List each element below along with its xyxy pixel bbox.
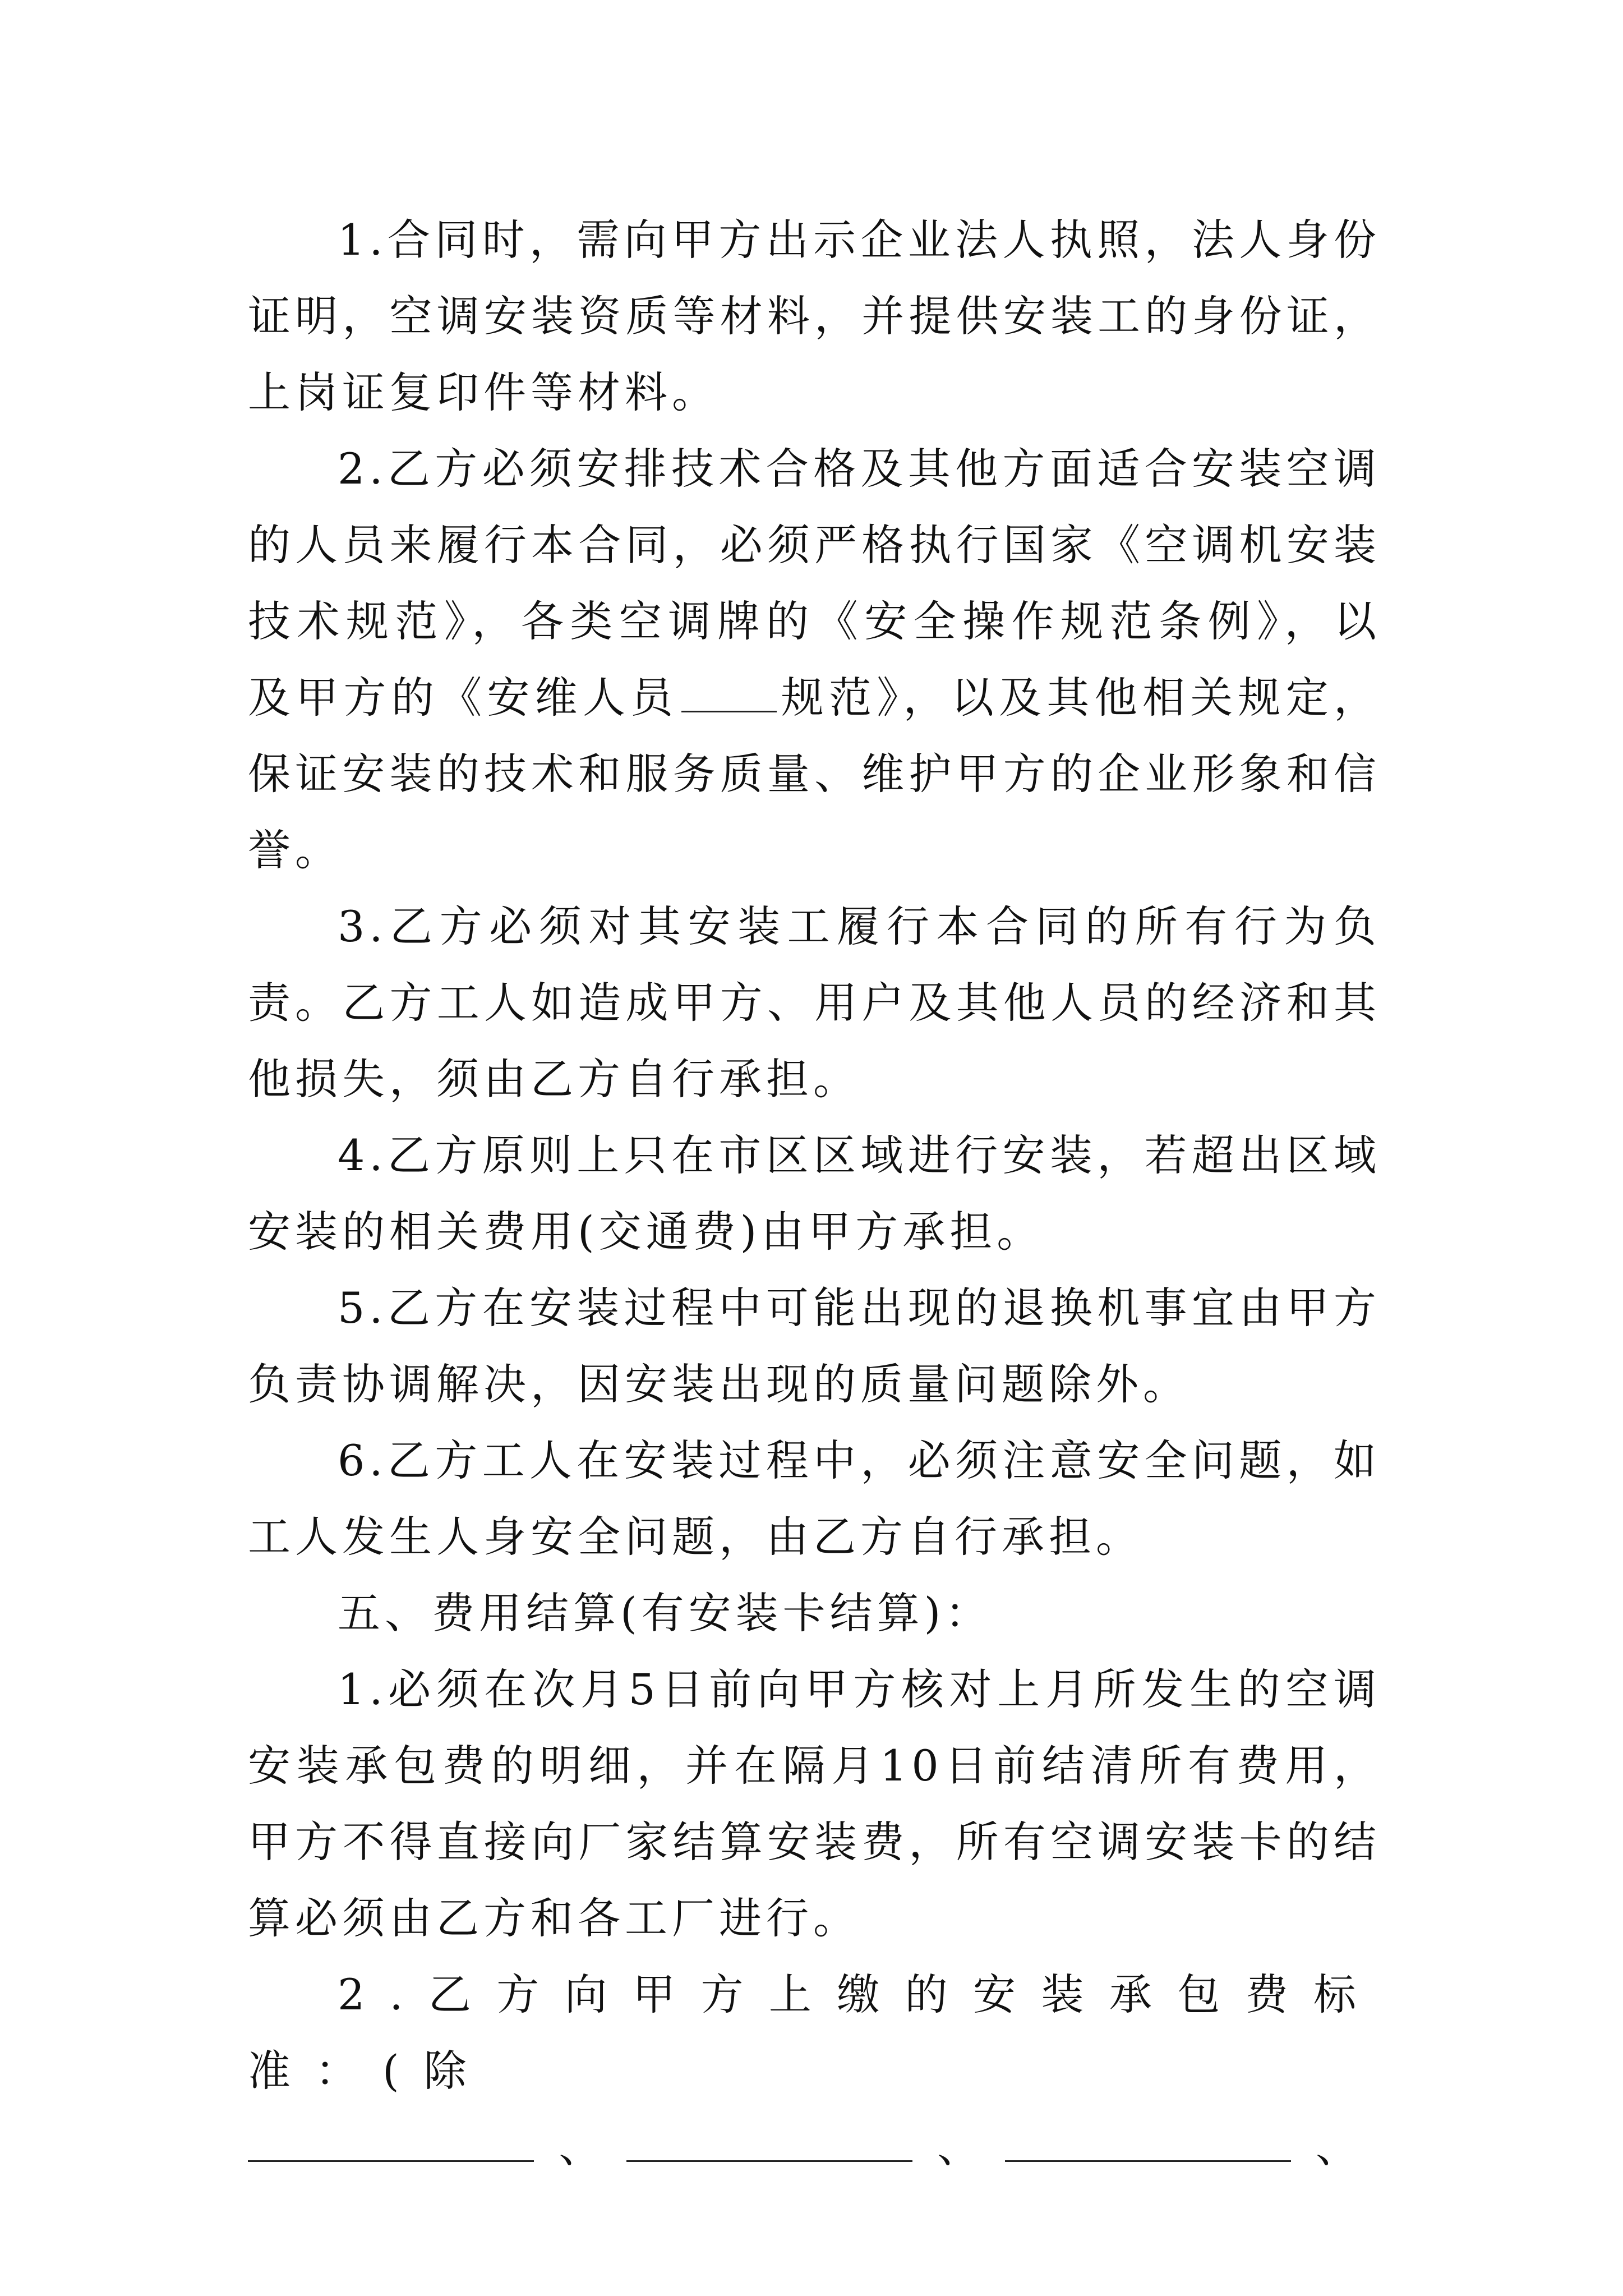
paragraph-5: 5.乙方在安装过程中可能出现的退换机事宜由甲方负责协调解决，因安装出现的质量问题除外。 — [248, 1283, 1381, 1409]
paragraph-2-part-b: 规范》，以及其他相关规定，保证安装的技术和服务质量、维护甲方的企业形象和信誉。 — [248, 673, 1381, 875]
fill-in-blank — [1005, 2127, 1291, 2162]
fill-in-blank — [626, 2127, 912, 2162]
paragraph-1: 1.合同时，需向甲方出示企业法人执照，法人身份证明，空调安装资质等材料，并提供安装工的身份证，上岗证复印件等材料。 — [248, 215, 1381, 417]
paragraph-6: 6.乙方工人在安装过程中，必须注意安全问题，如工人发生人身安全问题，由乙方自行承担。 — [248, 1435, 1381, 1562]
enumeration-comma: 、 — [559, 2122, 602, 2172]
fill-in-blank — [681, 677, 777, 712]
enumeration-comma: 、 — [1315, 2122, 1358, 2172]
paragraph-8: 2.乙方向甲方上缴的安装承包费标准：(除 — [248, 1970, 1381, 2096]
paragraph-2 — [248, 431, 1381, 889]
paragraph-7: 1.必须在次月5日前向甲方核对上月所发生的空调安装承包费的明细，并在隔月10日前结清所有费用，甲方不得直接向厂家结算安装费，所有空调安装卡的结算必须由乙方和各工厂进行。 — [248, 1664, 1381, 1943]
paragraph-2-part-a: 2.乙方必须安排技术合格及其他方面适合安装空调的人员来履行本合同，必须严格执行国家《空调机安装技术规范》，各类空调牌的《安全操作规范条例》，以及甲方的《安维人员 — [248, 444, 1381, 723]
document-body — [248, 202, 1381, 2185]
fill-in-blank — [248, 2127, 534, 2162]
paragraph-4: 4.乙方原则上只在市区区域进行安装，若超出区域安装的相关费用(交通费)由甲方承担。 — [248, 1130, 1381, 1257]
section-heading-fee-settlement: 五、费用结算(有安装卡结算)： — [338, 1588, 993, 1638]
enumeration-comma: 、 — [937, 2122, 980, 2172]
paragraph-3: 3.乙方必须对其安装工履行本合同的所有行为负责。乙方工人如造成甲方、用户及其他人员的经济和其他损失，须由乙方自行承担。 — [248, 901, 1381, 1104]
blank-fill-row — [248, 2109, 1381, 2185]
